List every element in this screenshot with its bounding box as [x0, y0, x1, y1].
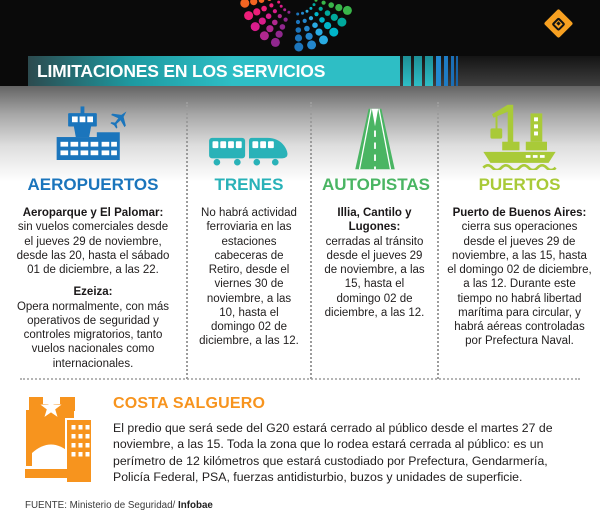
section-title-trenes: TRENES	[214, 175, 284, 194]
source-brand: Infobae	[178, 500, 213, 511]
section-title-puertos: PUERTOS	[478, 175, 561, 194]
convention-center-icon	[25, 394, 97, 486]
highway-icon	[352, 108, 398, 170]
puertos-block: Puerto de Buenos Aires: cierra sus operaciones desde el jueves 29 de noviembre, a las 15, hasta el domingo 02 de diciembre, a las 12. Durante este tiempo no habrá libertad marítima para circular, y habrá aéreas controladas por Prefectura Naval.	[447, 207, 592, 348]
services-grid	[0, 86, 600, 378]
costa-salguero-title: COSTA SALGUERO	[113, 395, 266, 412]
airport-icon	[49, 106, 137, 170]
port-crane-icon	[472, 104, 567, 170]
title-bar-stripes	[403, 56, 458, 86]
section-costa-salguero	[0, 380, 600, 486]
title-bar	[0, 56, 600, 86]
source-label: FUENTE: Ministerio de Seguridad/	[25, 500, 176, 511]
g20-dots-logo	[239, 0, 361, 52]
top-header	[0, 0, 600, 56]
autopistas-block: Illia, Cantilo y Lugones: cerradas al tránsito desde el jueves 29 de noviembre, a las 15, hasta el domingo 02 de diciembre, a las 12.	[324, 207, 425, 319]
aeropuertos-block-ezeiza: Ezeiza: Opera normalmente, con más operativos de seguridad y controles migratorios, tanto vuelos nacionales como internacionales.	[16, 286, 170, 370]
infobae-logo-icon	[544, 9, 574, 39]
section-title-autopistas: AUTOPISTAS	[322, 175, 430, 194]
title-bar-left-cap	[0, 56, 28, 86]
train-icon	[209, 134, 289, 170]
costa-salguero-text: El predio que será sede del G20 estará cerrado al público desde el martes 27 de noviembre, a las 15. Toda la zona que lo rodea estará cerrada al público: es un perímetro de 12 kilómetros que estará custodiado por Prefectura, Gendarmería, Policía Federal, PSA, fuerzas antidisturbio, buzos y unidades de superficie.	[113, 421, 553, 485]
section-title-aeropuertos: AEROPUERTOS	[27, 175, 159, 194]
trenes-block: No habrá actividad ferroviaria en las estaciones cabeceras de Retiro, desde el viernes 30 de noviembre, a las 10, hasta el domingo 02 de diciembre, a las 12.	[199, 207, 299, 348]
section-trenes	[186, 102, 310, 379]
page-title: LIMITACIONES EN LOS SERVICIOS	[37, 60, 326, 81]
section-puertos	[437, 102, 600, 379]
section-autopistas	[310, 102, 437, 379]
section-aeropuertos	[0, 102, 186, 379]
infobae-logo-inner-square	[551, 16, 565, 30]
source-footer	[0, 486, 600, 511]
aeropuertos-block-aeroparque: Aeroparque y El Palomar: sin vuelos comerciales desde el jueves 29 de noviembre, desde las 20, hasta el sábado 01 de diciembre, a las 22.	[16, 207, 170, 276]
title-teal-band	[28, 56, 400, 86]
